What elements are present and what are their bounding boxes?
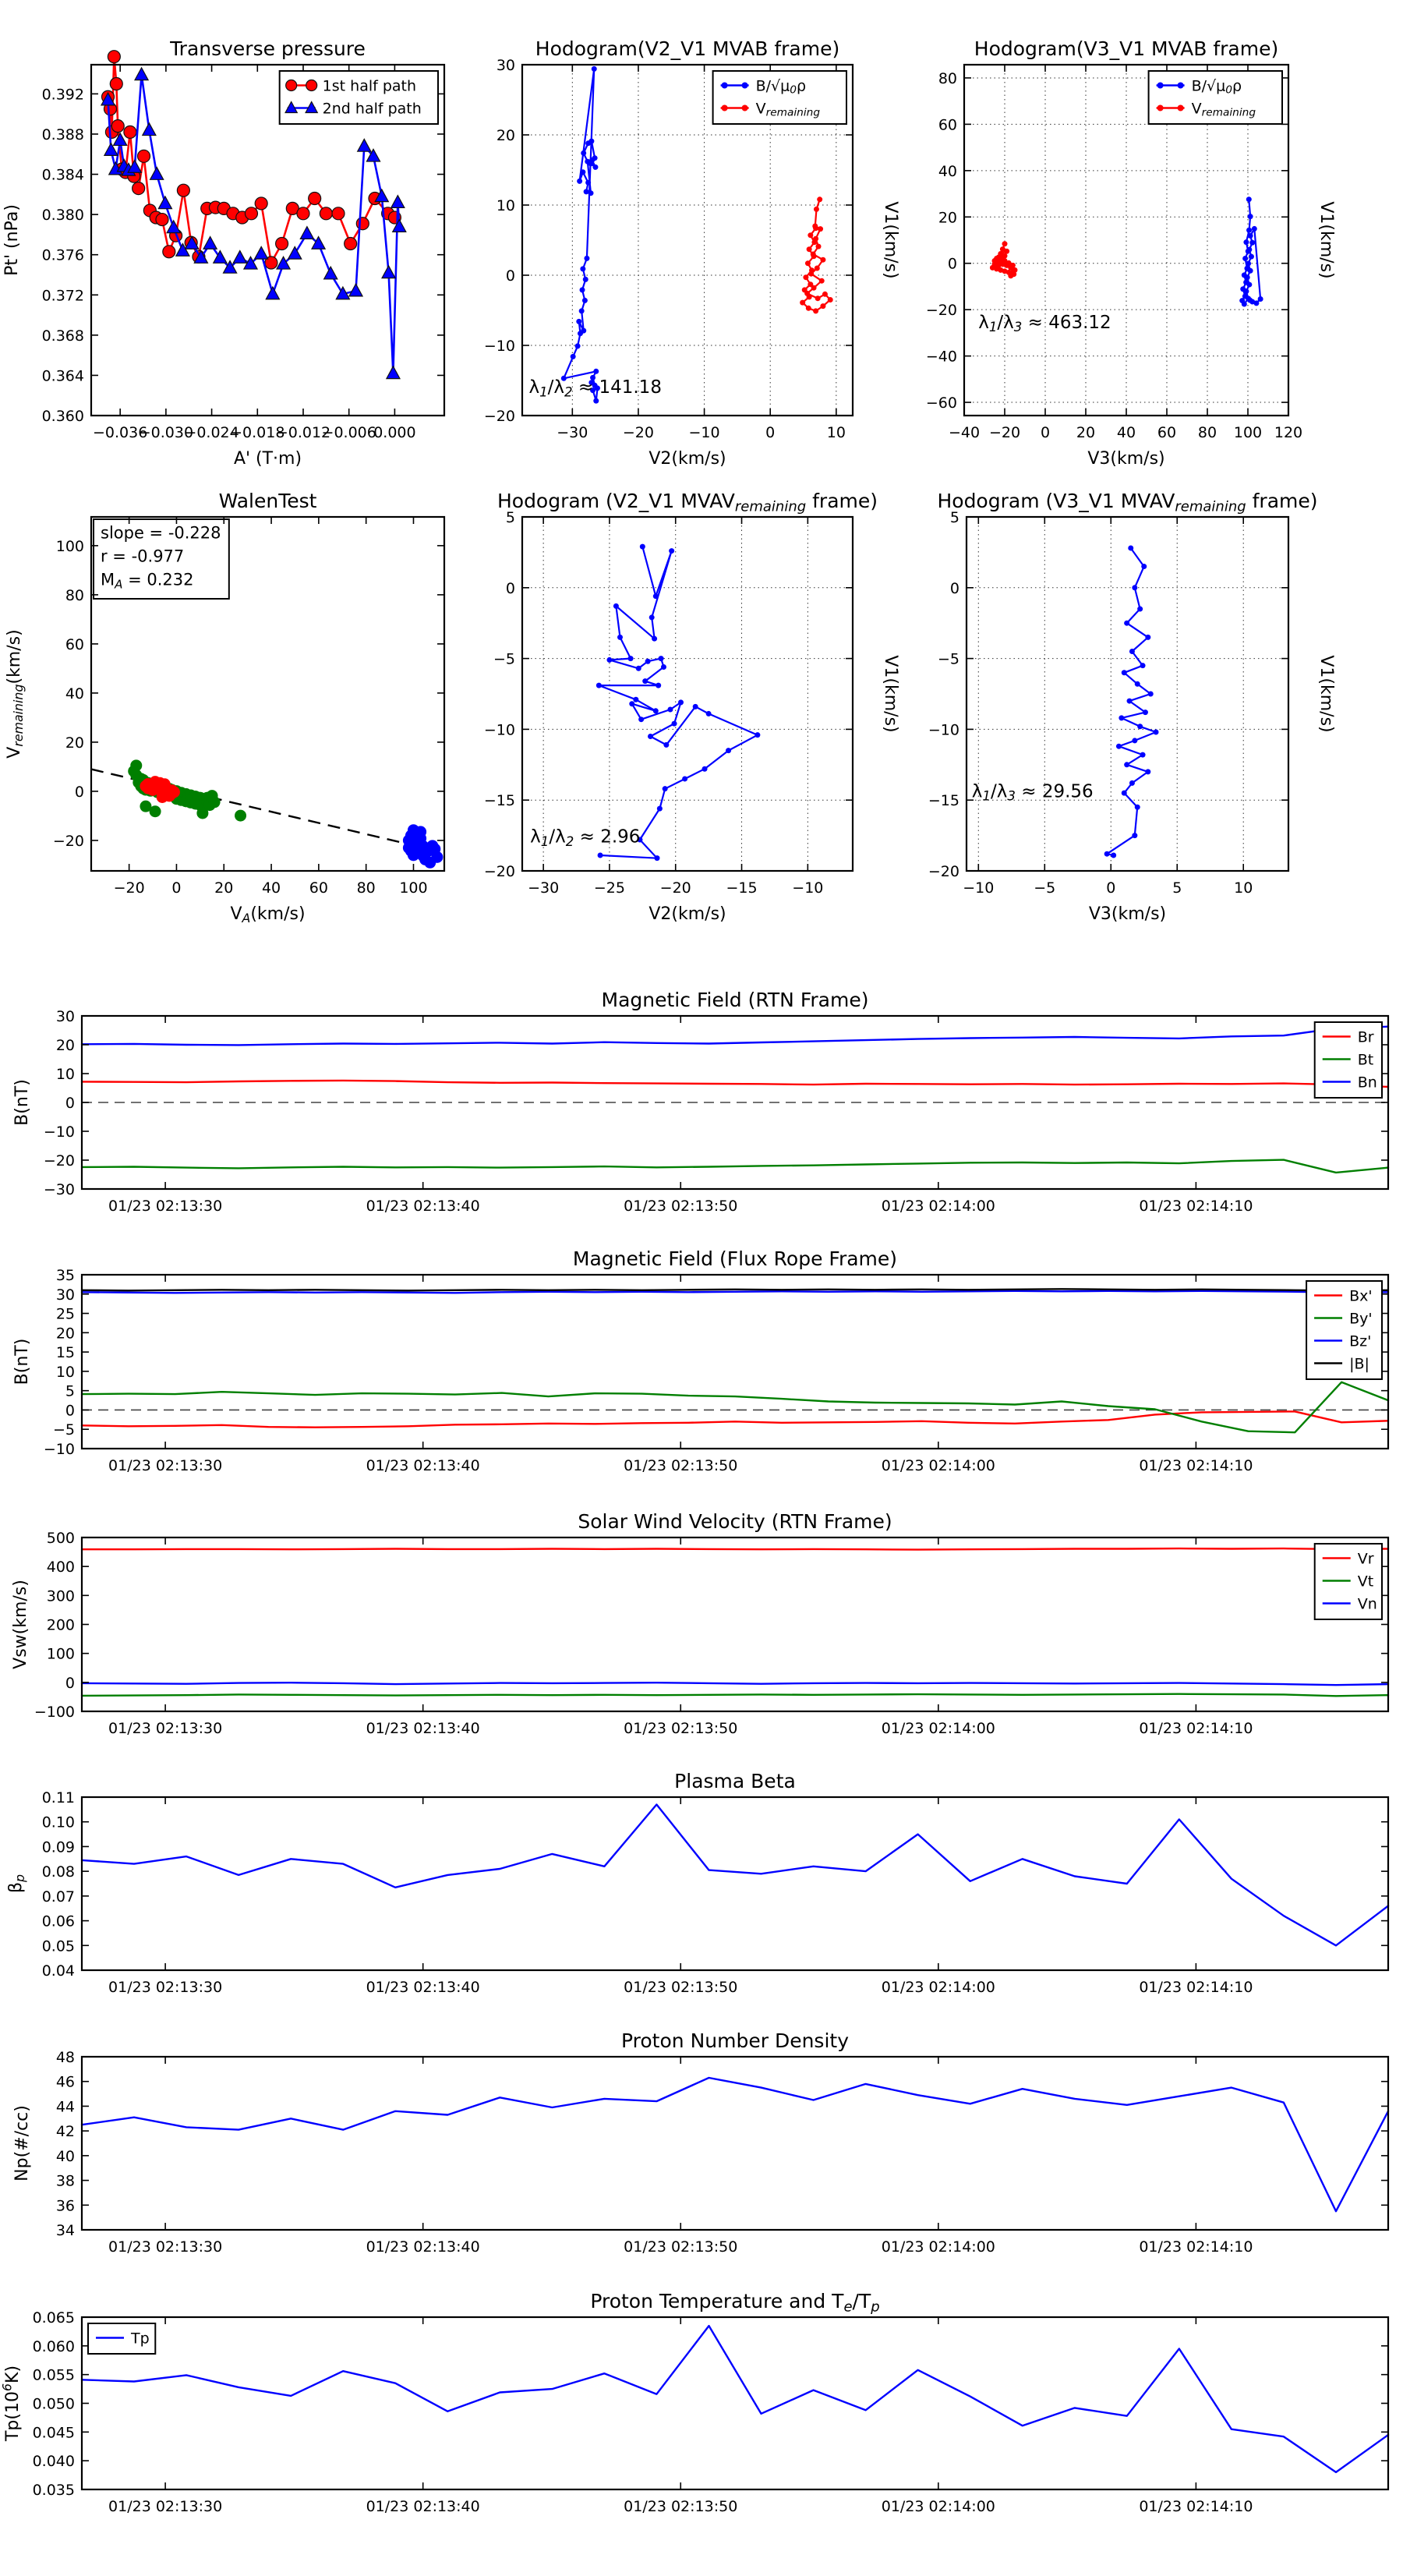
legend-label: Vremaining bbox=[1191, 100, 1256, 119]
x-tick-label: −20 bbox=[988, 424, 1021, 441]
y-tick-label: 0.10 bbox=[41, 1813, 75, 1831]
y-tick-label: 0.05 bbox=[41, 1937, 75, 1955]
legend-label: Bz' bbox=[1349, 1332, 1372, 1350]
y-axis-label: βp bbox=[6, 1874, 27, 1894]
x-tick-label: −0.036 bbox=[93, 424, 148, 441]
y-tick-label: 42 bbox=[55, 2123, 75, 2141]
x-axis-label: V3(km/s) bbox=[1087, 449, 1165, 469]
y-tick-label: 0 bbox=[505, 579, 515, 597]
y-tick-label: 35 bbox=[55, 1267, 75, 1284]
y-tick-label: 0 bbox=[65, 1095, 75, 1112]
legend bbox=[1315, 1022, 1382, 1098]
y-tick-label: 30 bbox=[55, 1008, 75, 1025]
legend bbox=[1315, 1544, 1382, 1619]
y-tick-label: 20 bbox=[65, 734, 84, 752]
x-tick-label: 01/23 02:13:30 bbox=[108, 2238, 223, 2256]
chart-title: Transverse pressure bbox=[170, 37, 366, 60]
series-by- bbox=[82, 1382, 1388, 1432]
chart-walen-test bbox=[5, 490, 444, 925]
x-tick-label: 100 bbox=[1233, 424, 1263, 441]
x-tick-label: 01/23 02:13:40 bbox=[366, 2498, 480, 2515]
x-tick-label: −25 bbox=[593, 879, 625, 897]
y-axis-label: Vremaining(km/s) bbox=[5, 629, 26, 759]
x-tick-label: 0 bbox=[1040, 424, 1051, 441]
y-tick-label: −10 bbox=[483, 721, 515, 739]
chart-title: Hodogram(V2_V1 MVAB frame) bbox=[535, 37, 840, 60]
axes-frame bbox=[82, 1537, 1388, 1711]
x-tick-label: −0.018 bbox=[230, 424, 285, 441]
legend-label: Br bbox=[1357, 1028, 1374, 1046]
x-tick-label: 01/23 02:14:10 bbox=[1139, 1720, 1253, 1737]
x-tick-label: 80 bbox=[356, 879, 376, 897]
y-tick-label: 0 bbox=[505, 267, 515, 285]
y-tick-label: 60 bbox=[938, 116, 957, 134]
y-tick-label: −10 bbox=[43, 1123, 75, 1141]
legend-label: By' bbox=[1349, 1310, 1373, 1328]
series--b- bbox=[82, 1289, 1388, 1290]
y-axis-label: Vsw(km/s) bbox=[11, 1580, 30, 1669]
x-tick-label: 01/23 02:14:10 bbox=[1139, 1979, 1253, 1996]
series-vt bbox=[82, 1694, 1388, 1697]
legend-label: Bx' bbox=[1349, 1287, 1373, 1305]
chart-plasma-beta bbox=[6, 1770, 1388, 1996]
y-tick-label: 20 bbox=[938, 209, 957, 227]
x-tick-label: −15 bbox=[726, 879, 758, 897]
series-vn bbox=[82, 1683, 1388, 1685]
x-tick-label: 0 bbox=[1106, 879, 1116, 897]
chart-title: Hodogram (V3_V1 MVAVremaining frame) bbox=[937, 490, 1318, 515]
chart-hodogram-v3v1-mvab bbox=[926, 37, 1336, 469]
x-tick-label: 60 bbox=[309, 879, 328, 897]
x-tick-label: 100 bbox=[399, 879, 428, 897]
x-tick-label: −20 bbox=[659, 879, 691, 897]
y-tick-label: −20 bbox=[52, 832, 84, 850]
y-tick-label: −10 bbox=[483, 338, 515, 355]
y-tick-label: 400 bbox=[46, 1559, 75, 1576]
x-tick-label: −0.006 bbox=[321, 424, 376, 441]
y-axis-label: V1(km/s) bbox=[1316, 201, 1336, 279]
x-tick-label: −0.012 bbox=[275, 424, 331, 441]
x-tick-label: −20 bbox=[113, 879, 145, 897]
y-axis-label: $Tp(10^6K)$ bbox=[0, 2365, 23, 2442]
legend-label: B/√μ0ρ bbox=[1191, 77, 1242, 97]
x-tick-label: 01/23 02:13:30 bbox=[108, 1720, 223, 1737]
axes-frame bbox=[82, 2317, 1388, 2489]
x-tick-label: −5 bbox=[1034, 879, 1056, 897]
chart-title: Hodogram (V2_V1 MVAVremaining frame) bbox=[497, 490, 878, 515]
y-tick-label: 10 bbox=[55, 1066, 75, 1083]
x-tick-label: 80 bbox=[1197, 424, 1217, 441]
y-tick-label: 40 bbox=[65, 685, 84, 702]
y-tick-label: 0.040 bbox=[32, 2453, 75, 2471]
y-tick-label: 0.380 bbox=[41, 207, 84, 225]
y-tick-label: 0 bbox=[74, 783, 84, 801]
y-tick-label: 200 bbox=[46, 1616, 75, 1634]
x-tick-label: 20 bbox=[1076, 424, 1096, 441]
x-tick-label: 01/23 02:14:10 bbox=[1139, 2238, 1253, 2256]
x-tick-label: 20 bbox=[214, 879, 234, 897]
y-tick-label: −20 bbox=[925, 302, 957, 320]
x-tick-label: −30 bbox=[528, 879, 560, 897]
legend-label: |B| bbox=[1349, 1355, 1369, 1373]
y-tick-label: 5 bbox=[65, 1382, 75, 1400]
legend-label: Vt bbox=[1357, 1573, 1374, 1591]
x-tick-label: −20 bbox=[622, 424, 655, 441]
chart-title: Solar Wind Velocity (RTN Frame) bbox=[578, 1510, 892, 1533]
chart-hodogram-v3v1-mvav bbox=[928, 490, 1336, 924]
x-tick-label: 10 bbox=[826, 424, 846, 441]
y-tick-label: 0.11 bbox=[41, 1789, 75, 1806]
series-v-remaining bbox=[990, 241, 1018, 278]
y-tick-label: 0.384 bbox=[41, 166, 84, 184]
x-tick-label: 01/23 02:13:30 bbox=[108, 1979, 223, 1996]
series-bz- bbox=[82, 1291, 1388, 1293]
y-tick-label: 0.388 bbox=[41, 126, 84, 143]
series-bn bbox=[82, 1027, 1388, 1046]
y-tick-label: 0.065 bbox=[32, 2309, 75, 2327]
y-tick-label: 5 bbox=[505, 509, 515, 526]
x-tick-label: −0.030 bbox=[138, 424, 194, 441]
y-tick-label: 0.055 bbox=[32, 2366, 75, 2384]
y-axis-label: V1(km/s) bbox=[1316, 655, 1336, 733]
x-tick-label: 0 bbox=[171, 879, 182, 897]
series-walen-core bbox=[140, 776, 179, 803]
legend bbox=[280, 71, 438, 124]
x-tick-label: 01/23 02:13:40 bbox=[366, 2238, 480, 2256]
x-tick-label: 01/23 02:14:00 bbox=[881, 1720, 995, 1737]
x-tick-label: −30 bbox=[557, 424, 588, 441]
y-tick-label: 0.04 bbox=[41, 1962, 75, 1980]
x-tick-label: −10 bbox=[688, 424, 720, 441]
legend-label: 1st half path bbox=[322, 77, 417, 95]
y-tick-label: 100 bbox=[46, 1645, 75, 1663]
x-tick-label: 60 bbox=[1157, 424, 1177, 441]
y-tick-label: 15 bbox=[55, 1344, 75, 1362]
x-tick-label: 01/23 02:13:40 bbox=[366, 1979, 480, 1996]
chart-hodogram-v2v1-mvav bbox=[484, 490, 900, 924]
legend-label: B/√μ0ρ bbox=[755, 77, 807, 97]
y-tick-label: 20 bbox=[55, 1037, 75, 1054]
axes-frame bbox=[82, 1275, 1388, 1449]
x-tick-label: 0.000 bbox=[373, 424, 416, 441]
y-tick-label: 300 bbox=[46, 1587, 75, 1605]
y-tick-label: 0.045 bbox=[32, 2424, 75, 2442]
x-tick-label: 01/23 02:13:40 bbox=[366, 1198, 480, 1215]
x-tick-label: −40 bbox=[948, 424, 981, 441]
x-tick-label: 01/23 02:13:50 bbox=[624, 1720, 738, 1737]
y-tick-label: −5 bbox=[52, 1421, 75, 1439]
y-tick-label: −100 bbox=[34, 1704, 75, 1721]
y-tick-label: 60 bbox=[65, 635, 84, 653]
y-tick-label: −5 bbox=[937, 650, 959, 668]
series-walen-cluster bbox=[403, 824, 443, 869]
legend-label: Bn bbox=[1357, 1074, 1377, 1092]
y-tick-label: 0.360 bbox=[41, 408, 84, 425]
x-axis-label: V2(km/s) bbox=[648, 449, 726, 469]
y-tick-label: 36 bbox=[55, 2197, 75, 2215]
y-tick-label: 0.364 bbox=[41, 367, 84, 385]
y-tick-label: −20 bbox=[43, 1152, 75, 1169]
y-tick-label: 5 bbox=[949, 509, 959, 526]
y-tick-label: 30 bbox=[55, 1286, 75, 1304]
x-tick-label: 01/23 02:13:50 bbox=[624, 2498, 738, 2515]
y-tick-label: 0.376 bbox=[41, 246, 84, 264]
series-b-sqrt-mu0-rho- bbox=[561, 66, 600, 404]
y-tick-label: 0.050 bbox=[32, 2395, 75, 2413]
y-axis-label: B(nT) bbox=[12, 1338, 32, 1385]
x-axis-label: V2(km/s) bbox=[648, 904, 726, 924]
y-tick-label: 0.372 bbox=[41, 287, 84, 305]
y-tick-label: −15 bbox=[483, 792, 515, 810]
x-tick-label: 01/23 02:14:00 bbox=[881, 1979, 995, 1996]
y-tick-label: −5 bbox=[493, 650, 515, 668]
chart-hodogram-v2v1-mvab bbox=[484, 37, 900, 469]
y-tick-label: −15 bbox=[928, 792, 959, 810]
y-tick-label: 100 bbox=[55, 537, 84, 555]
y-tick-label: 0 bbox=[65, 1674, 75, 1692]
x-tick-label: 01/23 02:14:00 bbox=[881, 2238, 995, 2256]
series-vr bbox=[82, 1548, 1388, 1550]
chart-proton-number-density bbox=[12, 2029, 1388, 2256]
y-tick-label: 25 bbox=[55, 1305, 75, 1323]
y-tick-label: 30 bbox=[496, 57, 515, 74]
x-axis-label: A' (T·m) bbox=[233, 449, 302, 469]
series-v-remaining bbox=[800, 196, 833, 313]
y-tick-label: 20 bbox=[55, 1325, 75, 1343]
x-tick-label: −0.024 bbox=[184, 424, 239, 441]
series-b-sqrt-mu0-rho- bbox=[1239, 196, 1263, 306]
y-tick-label: 0 bbox=[949, 579, 959, 597]
y-tick-label: 10 bbox=[496, 197, 515, 214]
y-tick-label: 0.368 bbox=[41, 327, 84, 345]
x-tick-label: 120 bbox=[1274, 424, 1303, 441]
y-tick-label: −10 bbox=[928, 721, 959, 739]
y-tick-label: 0.392 bbox=[41, 86, 84, 104]
y-tick-label: 48 bbox=[55, 2049, 75, 2066]
y-tick-label: 80 bbox=[65, 586, 84, 604]
y-tick-label: 46 bbox=[55, 2073, 75, 2091]
y-tick-label: −30 bbox=[43, 1181, 75, 1198]
y-tick-label: 0 bbox=[65, 1402, 75, 1420]
y-tick-label: −20 bbox=[483, 863, 515, 880]
x-tick-label: 0 bbox=[765, 424, 776, 441]
y-axis-label: Np(#/cc) bbox=[12, 2105, 32, 2181]
x-tick-label: 01/23 02:13:40 bbox=[366, 1457, 480, 1474]
chart-title: Hodogram(V3_V1 MVAB frame) bbox=[974, 37, 1279, 60]
x-tick-label: 01/23 02:14:00 bbox=[881, 1198, 995, 1215]
y-tick-label: 34 bbox=[55, 2222, 75, 2239]
x-tick-label: 10 bbox=[1234, 879, 1253, 897]
y-tick-label: −40 bbox=[925, 348, 957, 366]
y-tick-label: −20 bbox=[483, 408, 515, 425]
legend-label: Vremaining bbox=[755, 100, 821, 119]
y-tick-label: 44 bbox=[55, 2098, 75, 2116]
y-tick-label: 40 bbox=[55, 2147, 75, 2165]
x-tick-label: 01/23 02:13:50 bbox=[624, 1979, 738, 1996]
legend-label: Bt bbox=[1357, 1051, 1374, 1069]
legend-label: Vn bbox=[1357, 1595, 1377, 1613]
x-tick-label: −10 bbox=[963, 879, 995, 897]
x-tick-label: −10 bbox=[792, 879, 824, 897]
chart-title: WalenTest bbox=[218, 490, 317, 512]
stats-line: r = -0.977 bbox=[101, 547, 185, 566]
x-tick-label: 01/23 02:14:10 bbox=[1139, 1457, 1253, 1474]
legend bbox=[1149, 71, 1282, 124]
chart-solar-wind-velocity bbox=[11, 1510, 1388, 1737]
y-axis-label: B(nT) bbox=[12, 1079, 32, 1126]
y-tick-label: 500 bbox=[46, 1530, 75, 1547]
series-velocity-hodogram bbox=[596, 544, 761, 862]
series-br bbox=[82, 1081, 1388, 1087]
x-axis-label: VA(km/s) bbox=[230, 904, 306, 925]
chart-magnetic-field-flux-rope bbox=[12, 1247, 1388, 1474]
x-axis-label: V3(km/s) bbox=[1088, 904, 1167, 924]
x-tick-label: 01/23 02:13:40 bbox=[366, 1720, 480, 1737]
x-tick-label: 01/23 02:14:00 bbox=[881, 1457, 995, 1474]
y-tick-label: 0.08 bbox=[41, 1863, 75, 1881]
annotation: λ1/λ3 ≈ 463.12 bbox=[978, 312, 1111, 335]
y-tick-label: 0 bbox=[947, 255, 957, 273]
chart-title: Proton Temperature and Te/Tp bbox=[590, 2290, 880, 2316]
y-tick-label: 38 bbox=[55, 2172, 75, 2190]
legend bbox=[88, 2323, 155, 2354]
y-tick-label: −60 bbox=[925, 395, 957, 412]
y-tick-label: 20 bbox=[496, 127, 515, 144]
series-tp bbox=[82, 2326, 1388, 2472]
x-tick-label: 01/23 02:13:30 bbox=[108, 1457, 223, 1474]
legend bbox=[713, 71, 846, 124]
axes-frame bbox=[522, 517, 853, 871]
chart-title: Magnetic Field (RTN Frame) bbox=[601, 989, 869, 1011]
chart-magnetic-field-rtn bbox=[12, 989, 1388, 1215]
x-tick-label: 40 bbox=[261, 879, 281, 897]
y-tick-label: −20 bbox=[928, 863, 959, 880]
legend-label: 2nd half path bbox=[322, 100, 422, 118]
axes-frame bbox=[82, 1797, 1388, 1970]
y-tick-label: 10 bbox=[55, 1363, 75, 1381]
y-axis-label: Pt' (nPa) bbox=[2, 204, 22, 276]
series-np bbox=[82, 2078, 1388, 2211]
x-tick-label: 01/23 02:13:50 bbox=[624, 1198, 738, 1215]
x-tick-label: 01/23 02:13:50 bbox=[624, 1457, 738, 1474]
annotation: λ1/λ2 ≈ 141.18 bbox=[528, 377, 662, 400]
chart-title: Magnetic Field (Flux Rope Frame) bbox=[572, 1247, 898, 1270]
series-bt bbox=[82, 1160, 1388, 1173]
y-tick-label: 40 bbox=[938, 162, 957, 180]
x-tick-label: 01/23 02:13:30 bbox=[108, 1198, 223, 1215]
y-axis-label: V1(km/s) bbox=[881, 201, 900, 279]
x-tick-label: 01/23 02:13:50 bbox=[624, 2238, 738, 2256]
x-tick-label: 01/23 02:14:10 bbox=[1139, 2498, 1253, 2515]
chart-title: Plasma Beta bbox=[674, 1770, 796, 1792]
x-tick-label: 01/23 02:13:30 bbox=[108, 2498, 223, 2515]
stats-line: slope = -0.228 bbox=[101, 523, 221, 543]
x-tick-label: 40 bbox=[1116, 424, 1136, 441]
x-tick-label: 01/23 02:14:10 bbox=[1139, 1198, 1253, 1215]
legend bbox=[1306, 1281, 1382, 1379]
y-tick-label: 0.07 bbox=[41, 1888, 75, 1905]
y-tick-label: 0.060 bbox=[32, 2337, 75, 2355]
y-axis-label: V1(km/s) bbox=[881, 655, 900, 733]
chart-title: Proton Number Density bbox=[621, 2029, 849, 2052]
series-velocity-hodogram bbox=[1104, 545, 1159, 858]
series-beta-p bbox=[82, 1805, 1388, 1946]
x-tick-label: 5 bbox=[1172, 879, 1182, 897]
legend-label: Tp bbox=[131, 2330, 150, 2348]
y-tick-label: 0.09 bbox=[41, 1838, 75, 1856]
stats-line: MA = 0.232 bbox=[101, 570, 194, 592]
legend-label: Vr bbox=[1357, 1550, 1374, 1568]
annotation: λ1/λ3 ≈ 29.56 bbox=[971, 781, 1094, 804]
y-tick-label: −10 bbox=[43, 1441, 75, 1458]
y-tick-label: 80 bbox=[938, 69, 957, 87]
y-tick-label: 0.035 bbox=[32, 2482, 75, 2499]
chart-transverse-pressure bbox=[2, 37, 444, 469]
chart-proton-temperature bbox=[0, 2290, 1388, 2515]
annotation: λ1/λ2 ≈ 2.96 bbox=[530, 826, 641, 849]
axes-frame bbox=[967, 517, 1288, 871]
x-tick-label: 01/23 02:14:00 bbox=[881, 2498, 995, 2515]
y-tick-label: 0.06 bbox=[41, 1913, 75, 1930]
